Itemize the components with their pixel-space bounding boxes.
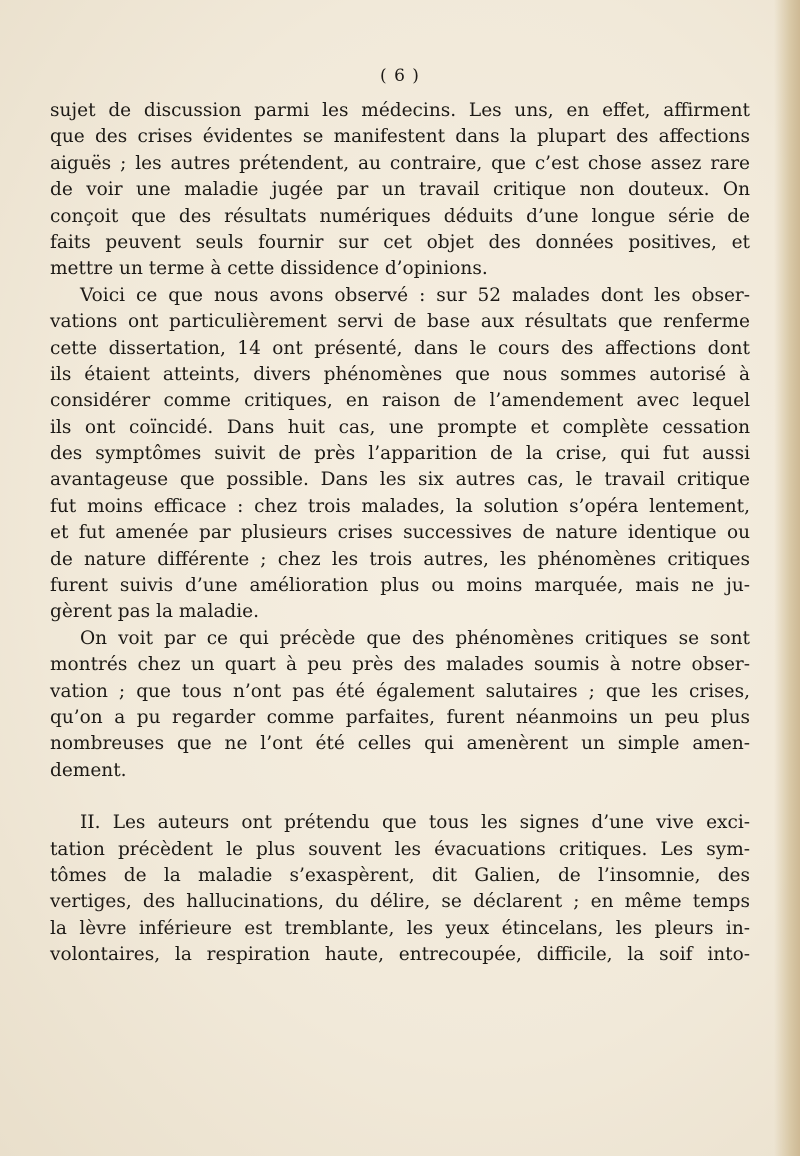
- text-line: gèrent pas la maladie.: [50, 601, 259, 623]
- text-line: nombreuses que ne l’ont été celles qui amenèrent un simple amen-: [50, 733, 750, 755]
- text-line: qu’on a pu regarder comme parfaites, furent néanmoins un peu plus: [50, 706, 750, 728]
- text-line: considérer comme critiques, en raison de l’amendement avec lequel: [50, 390, 750, 412]
- page-number: ( 6 ): [380, 66, 420, 86]
- text-line: volontaires, la respiration haute, entrecoupée, difficile, la soif into-: [50, 944, 750, 966]
- text-line: Voici ce que nous avons observé : sur 52 malades dont les obser-: [80, 284, 750, 306]
- text-line: faits peuvent seuls fournir sur cet objet des données positives, et: [50, 231, 750, 253]
- text-line: fut moins efficace : chez trois malades, la solution s’opéra lentement,: [50, 495, 750, 517]
- text-line: tômes de la maladie s’exaspèrent, dit Galien, de l’insomnie, des: [50, 864, 750, 886]
- text-line: la lèvre inférieure est tremblante, les yeux étincelans, les pleurs in-: [50, 917, 750, 939]
- text-line: vation ; que tous n’ont pas été également salutaires ; que les crises,: [50, 680, 750, 702]
- text-line: tation précèdent le plus souvent les évacuations critiques. Les sym-: [50, 838, 750, 860]
- text-line: que des crises évidentes se manifestent dans la plupart des affections: [50, 126, 750, 148]
- text-line: avantageuse que possible. Dans les six autres cas, le travail critique: [50, 469, 750, 491]
- text-line: de nature différente ; chez les trois autres, les phénomènes critiques: [50, 548, 750, 570]
- text-line: aiguës ; les autres prétendent, au contraire, que c’est chose assez rare: [50, 152, 750, 174]
- text-line: vertiges, des hallucinations, du délire, se déclarent ; en même temps: [50, 891, 750, 913]
- text-line: conçoit que des résultats numériques déduits d’une longue série de: [50, 205, 750, 227]
- text-line: vations ont particulièrement servi de base aux résultats que renferme: [50, 311, 750, 333]
- text-line: de voir une maladie jugée par un travail critique non douteux. On: [50, 179, 750, 201]
- text-line: II. Les auteurs ont prétendu que tous les signes d’une vive exci-: [80, 812, 750, 834]
- text-line: et fut amenée par plusieurs crises successives de nature identique ou: [50, 522, 750, 544]
- text-line: mettre un terme à cette dissidence d’opinions.: [50, 258, 488, 280]
- body-text: [50, 98, 750, 969]
- text-line: ils étaient atteints, divers phénomènes que nous sommes autorisé à: [50, 363, 750, 385]
- text-line: ils ont coïncidé. Dans huit cas, une prompte et complète cessation: [50, 416, 750, 438]
- text-line: sujet de discussion parmi les médecins. Les uns, en effet, affirment: [50, 100, 750, 121]
- text-line: des symptômes suivit de près l’apparition de la crise, qui fut aussi: [50, 443, 750, 465]
- text-line: montrés chez un quart à peu près des malades soumis à notre obser-: [50, 654, 750, 676]
- text-line: dement.: [50, 759, 127, 781]
- text-line: cette dissertation, 14 ont présenté, dans le cours des affections dont: [50, 337, 750, 359]
- text-line: On voit par ce qui précède que des phénomènes critiques se sont: [80, 627, 750, 649]
- page-edge-shadow: [774, 0, 800, 1156]
- text-line: furent suivis d’une amélioration plus ou moins marquée, mais ne ju-: [50, 575, 750, 597]
- paragraph-gap: [50, 784, 750, 810]
